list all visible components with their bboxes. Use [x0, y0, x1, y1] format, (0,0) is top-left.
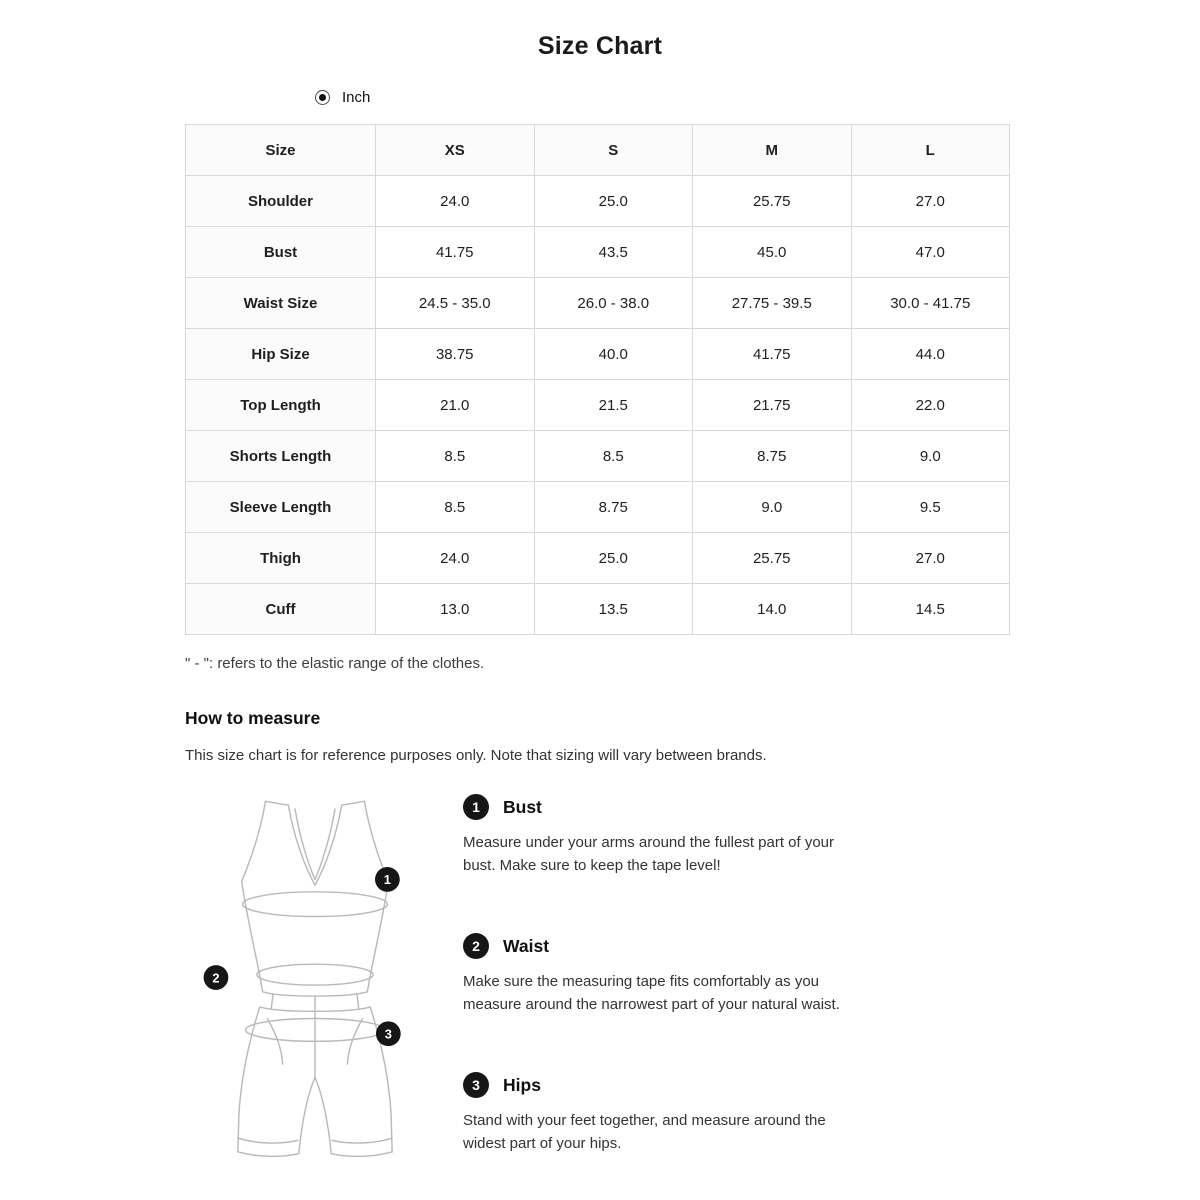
size-table-value-cell: 8.5 [376, 431, 535, 482]
marker-bust [375, 867, 400, 892]
size-table-value-cell: 24.5 - 35.0 [376, 278, 535, 329]
size-table-value-cell: 24.0 [376, 533, 535, 584]
size-table-row [186, 176, 1010, 227]
measure-guide [185, 788, 1200, 1200]
size-table-row [186, 380, 1010, 431]
marker-waist-number: 2 [212, 970, 220, 986]
measure-section-heading [463, 1072, 861, 1098]
size-table-header-row [186, 125, 1010, 176]
measure-section-heading [463, 794, 861, 820]
size-table-value-cell: 8.75 [693, 431, 852, 482]
size-table-header-size: Size [186, 125, 376, 176]
size-table-value-cell: 8.75 [534, 482, 693, 533]
step-number-badge: 2 [463, 933, 489, 959]
size-table-value-cell: 14.0 [693, 584, 852, 635]
size-table-row [186, 584, 1010, 635]
measure-section-heading [463, 933, 861, 959]
size-table-value-cell: 13.5 [534, 584, 693, 635]
measure-section-description: Stand with your feet together, and measure around the widest part of your hips. [463, 1112, 826, 1152]
size-table-value-cell: 21.75 [693, 380, 852, 431]
marker-hips-number: 3 [384, 1026, 392, 1042]
size-table-value-cell: 21.5 [534, 380, 693, 431]
size-table-value-cell: 9.0 [693, 482, 852, 533]
size-table-value-cell: 41.75 [376, 227, 535, 278]
size-table-value-cell: 38.75 [376, 329, 535, 380]
size-table-value-cell: 25.75 [693, 176, 852, 227]
size-table-value-cell: 40.0 [534, 329, 693, 380]
measure-section-waist [463, 933, 861, 1016]
size-table-row-label: Thigh [186, 533, 376, 584]
size-table-value-cell: 8.5 [534, 431, 693, 482]
marker-hips [376, 1021, 401, 1046]
size-table-value-cell: 25.0 [534, 533, 693, 584]
measure-sections [463, 788, 861, 1200]
measure-section-title: Waist [503, 935, 550, 956]
size-table-value-cell: 25.0 [534, 176, 693, 227]
size-table-value-cell: 21.0 [376, 380, 535, 431]
size-table-row-label: Cuff [186, 584, 376, 635]
size-table-row-label: Shoulder [186, 176, 376, 227]
size-table-value-cell: 22.0 [851, 380, 1010, 431]
inch-radio[interactable] [315, 90, 330, 105]
size-table-value-cell: 27.0 [851, 533, 1010, 584]
elastic-range-footnote: " - ": refers to the elastic range of the clothes. [185, 655, 485, 672]
size-table-row [186, 329, 1010, 380]
garment-figure [185, 788, 463, 1193]
measure-section-title: Bust [503, 796, 542, 817]
unit-selector [315, 89, 1200, 106]
unit-label[interactable]: Inch [342, 89, 371, 106]
step-number-badge: 3 [463, 1072, 489, 1098]
garment-outline [238, 801, 392, 1156]
page-title: Size Chart [537, 32, 663, 60]
size-table-value-cell: 27.0 [851, 176, 1010, 227]
size-table-value-cell: 24.0 [376, 176, 535, 227]
size-table-row [186, 278, 1010, 329]
garment-illustration [185, 788, 445, 1188]
measure-section-description: Measure under your arms around the fullest part of your bust. Make sure to keep the tape level! [463, 834, 835, 874]
size-table-header-m: M [693, 125, 852, 176]
size-table-value-cell: 25.75 [693, 533, 852, 584]
size-table-row-label: Top Length [186, 380, 376, 431]
size-table-row [186, 482, 1010, 533]
size-table-row-label: Waist Size [186, 278, 376, 329]
measure-section-hips [463, 1072, 861, 1155]
size-table [185, 124, 1010, 635]
size-table-value-cell: 14.5 [851, 584, 1010, 635]
size-table-row [186, 431, 1010, 482]
size-table-value-cell: 26.0 - 38.0 [534, 278, 693, 329]
size-chart-disclaimer: This size chart is for reference purposes only. Note that sizing will vary between brands. [185, 747, 767, 764]
size-table-value-cell: 44.0 [851, 329, 1010, 380]
measure-section-bust [463, 794, 861, 877]
size-table-header-l: L [851, 125, 1010, 176]
size-table-value-cell: 9.5 [851, 482, 1010, 533]
size-table-value-cell: 43.5 [534, 227, 693, 278]
size-table-value-cell: 13.0 [376, 584, 535, 635]
size-table-row-label: Hip Size [186, 329, 376, 380]
size-table-row [186, 227, 1010, 278]
size-table-value-cell: 8.5 [376, 482, 535, 533]
size-table-row-label: Sleeve Length [186, 482, 376, 533]
size-table-row-label: Bust [186, 227, 376, 278]
size-table-value-cell: 27.75 - 39.5 [693, 278, 852, 329]
size-table-row-label: Shorts Length [186, 431, 376, 482]
size-table-header-s: S [534, 125, 693, 176]
measure-section-title: Hips [503, 1074, 541, 1095]
marker-waist [204, 965, 229, 990]
radio-selected-dot [319, 94, 326, 101]
step-number-badge: 1 [463, 794, 489, 820]
size-table-value-cell: 30.0 - 41.75 [851, 278, 1010, 329]
size-table-value-cell: 41.75 [693, 329, 852, 380]
measure-section-description: Make sure the measuring tape fits comfortably as you measure around the narrowest part of your natural waist. [463, 973, 840, 1013]
size-table-row [186, 533, 1010, 584]
size-table-header-xs: XS [376, 125, 535, 176]
size-table-value-cell: 45.0 [693, 227, 852, 278]
size-table-value-cell: 47.0 [851, 227, 1010, 278]
marker-bust-number: 1 [383, 872, 391, 888]
size-table-value-cell: 9.0 [851, 431, 1010, 482]
how-to-measure-heading: How to measure [185, 708, 321, 728]
